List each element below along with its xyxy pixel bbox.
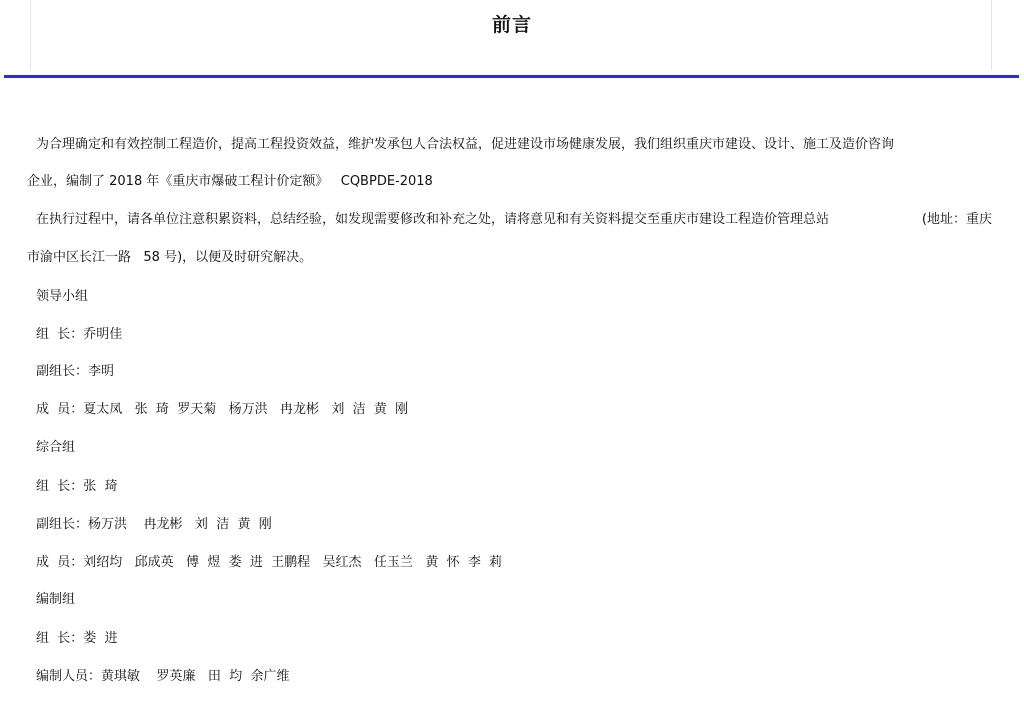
- header-divider: [4, 75, 1019, 78]
- group-members: 成 员：刘绍均 邱成英 傅 煜 娄 进 王鹏程 吴红杰 任玉兰 黄 怀 李 莉: [36, 555, 503, 570]
- paragraph-2-cont: 市渝中区长江一路 58 号)，以便及时研究解决。: [27, 250, 313, 265]
- group-leader: 组 长：乔明佳: [36, 327, 123, 342]
- paragraph-1: 为合理确定和有效控制工程造价，提高工程投资效益，维护发承包人合法权益，促进建设市场健康发展，我们组织重庆市建设、设计、施工及造价咨询: [36, 137, 895, 152]
- group-members: 成 员：夏太凤 张 琦 罗天菊 杨万洪 冉龙彬 刘 洁 黄 刚: [36, 402, 409, 417]
- group-leader: 组 长：娄 进: [36, 631, 118, 646]
- paragraph-2: 在执行过程中，请各单位注意积累资料，总结经验，如发现需要修改和补充之处，请将意见和有关资料提交至重庆市建设工程造价管理总站: [36, 212, 830, 227]
- group-compilers: 编制人员：黄琪敏 罗英廉 田 均 余广维: [36, 669, 290, 684]
- group-name-general: 综合组: [36, 440, 76, 455]
- page-title: 前言: [491, 14, 532, 36]
- group-name-leadership: 领导小组: [36, 289, 89, 304]
- paragraph-2-address-start: (地址：重庆: [921, 212, 992, 227]
- group-deputy: 副组长：杨万洪 冉龙彬 刘 洁 黄 刚: [36, 517, 272, 532]
- group-name-compilation: 编制组: [36, 592, 76, 607]
- group-deputy: 副组长：李明: [36, 364, 115, 379]
- group-leader: 组 长：张 琦: [36, 479, 118, 494]
- paragraph-1-cont: 企业，编制了 2018 年《重庆市爆破工程计价定额》 CQBPDE-2018: [27, 174, 433, 189]
